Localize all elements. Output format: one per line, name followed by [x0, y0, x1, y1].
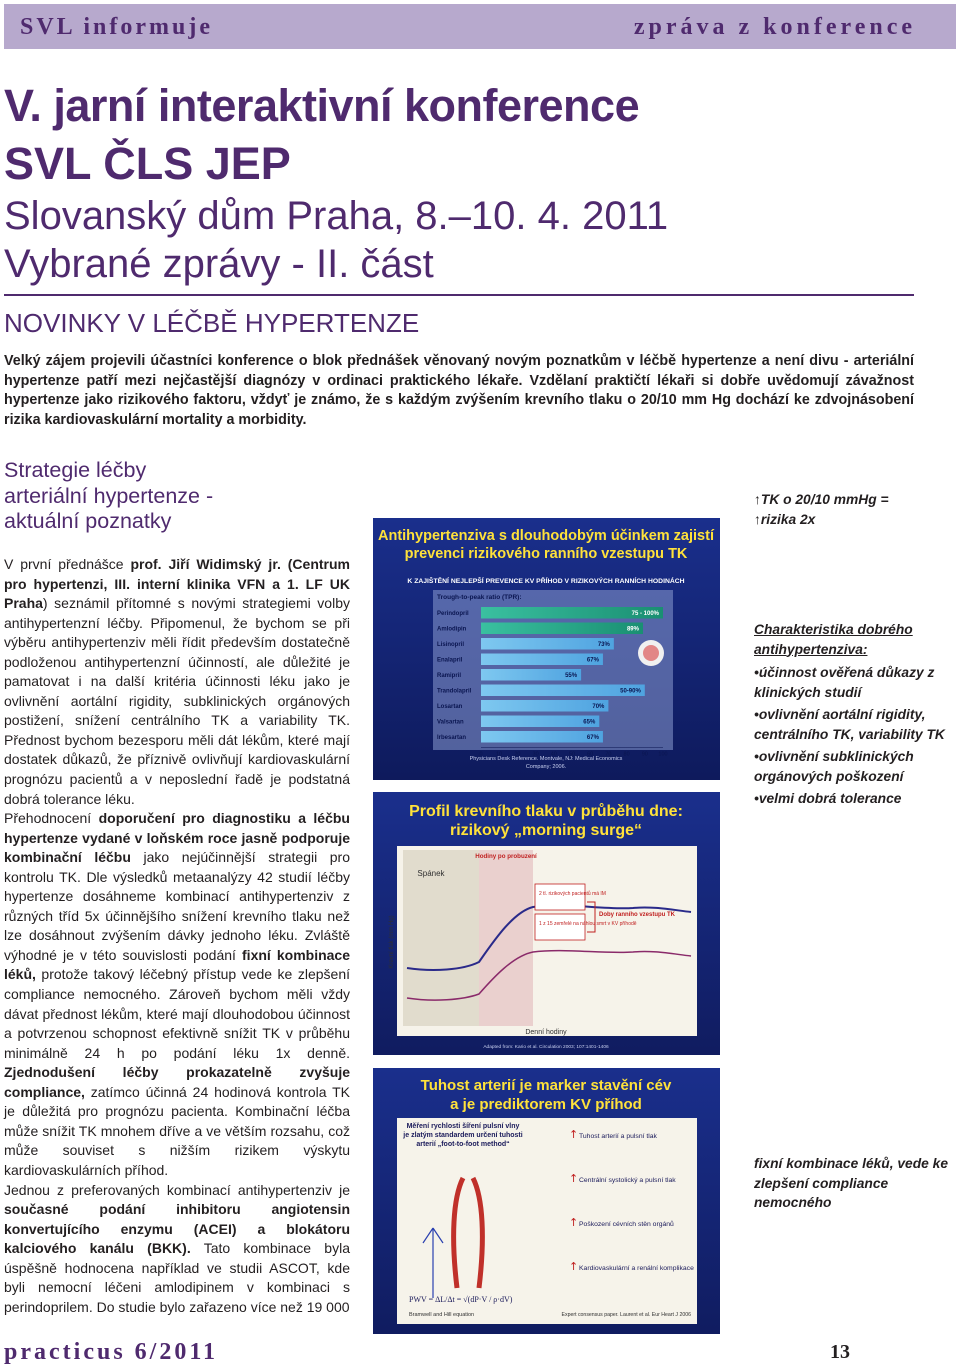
sidebar-characteristics — [754, 620, 954, 811]
slide3-title-2: a je prediktorem KV příhod — [450, 1096, 642, 1113]
slide3-item: Tuhost arterií a pulsní tlak — [579, 1133, 657, 1140]
slide3-footnote-right: Expert consensus paper. Laurent et al. Eur Heart J 2006 — [561, 1312, 691, 1318]
bar — [481, 731, 603, 743]
up-arrow-icon: ↑ — [569, 1128, 579, 1141]
x-tick-label: 40 — [550, 751, 557, 758]
slide2-title-2: rizikový „morning surge“ — [449, 822, 643, 839]
sidebar-characteristics-title: Charakteristika dobrého antihypertenziva: — [754, 622, 913, 657]
slide-tpr-chart — [373, 518, 720, 780]
bar-category-label: Enalapril — [437, 657, 463, 664]
slide3-title-1: Tuhost arterií je marker stavění cév — [420, 1077, 672, 1094]
bar-category-label: Irbesartan — [437, 735, 467, 741]
slide2-ylabel: Krevní tlak (mm Hg) — [389, 915, 395, 969]
slide2-footnote: Adapted from: Kario et al. Circulation 2003; 107:1401-1406 — [483, 1045, 609, 1050]
slide1-subtitle: K ZAJIŠTĚNÍ NEJLEPŠÍ PREVENCE KV PŘÍHOD V RIZIKOVÝCH RANNÍCH HODINÁCH — [407, 578, 685, 585]
x-tick-label: 20 — [514, 751, 521, 758]
paragraph-3: Jednou z preferovaných kombinací antihypertenziv je současné podání inhibitoru angiotensin konvertujícího enzymu (ACEI) a blokátoru kalciového kanálu (BKK). Tato kombinace byla úspěšně hodnocena například ve studii ASCOT, kde byli nemocní léčeni amlodipinem v kombinaci s perindoprilem. Do studie bylo zařazeno více než 19 000 — [4, 1181, 350, 1315]
x-tick-label: 30 — [532, 751, 539, 758]
slide2-day-hours: Denní hodiny — [525, 1029, 567, 1036]
intro-paragraph: Velký zájem projevili účastníci konference o blok přednášek věnovaný novým poznatkům v léčbě hypertenze a není divu - arteriální hypertenze patří mezi nejčastější diagnózy v ordinaci praktického lékaře. Vzdělaní praktičtí lékaři si dobře uvědomují závažnost hypertenze jako rizikového faktoru, vždyť je známo, že s každým zvýšením krevního tlaku o 20/10 mm Hg dochází ke zdvojnásobení rizika kardiovaskulární mortality a morbidity. — [4, 353, 914, 428]
sidebar-risk-line-1: ↑TK o 20/10 mmHg = — [754, 492, 889, 507]
bar-value-label: 70% — [592, 704, 605, 710]
slide2-box-a: 2 tl. rizikových pacientů má IM — [539, 891, 606, 897]
slide2-title-1: Profil krevního tlaku v průběhu dne: — [409, 803, 683, 820]
subsection-heading-line-1: Strategie léčby — [4, 458, 147, 482]
article-body — [4, 555, 350, 1317]
slide3-box-text: Měření rychlosti šíření pulsní vlny je zlatým standardem určení tuhosti arterií „foot-to-foot method“ — [403, 1123, 523, 1148]
up-arrow-icon: ↑ — [569, 1216, 579, 1229]
slide1-header: Trough-to-peak ratio (TPR): — [437, 594, 522, 601]
bar-value-label: 89% — [626, 626, 639, 633]
bar-value-label: 67% — [586, 735, 599, 741]
paragraph-2: Přehodnocení doporučení pro diagnostiku a léčbu hypertenze vydané v loňském roce jasně podporuje kombinační léčbu jako nejúčinnější strategii pro kontrolu TK. Dle výsledků metaanalýzy 42 studií léčby hypertenze dosáhneme kombinací antihypertenziv z různých tříd 5x účinnějšího snížení krevního tlaku než lze dosáhnout zvýšením dávky jednoho léku. Zvláště výhodné je v této souvislosti podání fixní kombinace léků, protože takový léčebný přístup vede ke zlepšení compliance nemocného. Zároveň bychom měli vždy dávat přednost lékům, které mají dlouhodobou účinnost a potvrzenou schopnost efektivně snížit TK v průběhu minimálně 24 h po podání léku 1x denně. Zjednodušení léčby prokazatelně zvyšuje compliance, zatímco účinná 24 hodinová kontrola TK je důležitá pro prognózu pacienta. Kombinační léčba může snížit TK mnohem dříve a ve větším rozsahu, což může souviset s nižším rizikem výskytu kardiovaskulárních příhod. — [4, 810, 351, 1178]
bar — [481, 716, 599, 728]
title-line-2: SVL ČLS JEP — [4, 138, 291, 189]
sidebar-item: •ovlivnění subklinických orgánových poškození — [754, 749, 914, 784]
bar — [481, 700, 608, 712]
sidebar-item: •velmi dobrá tolerance — [754, 791, 902, 806]
slide3-item: Poškození cévních stěn orgánů — [579, 1221, 674, 1228]
slide2-box-b: 1 z 15 zemřelé na náhlou smrt v KV příhodě — [539, 921, 637, 927]
bar — [481, 638, 614, 650]
slide3-formula: PWV = ΔL/Δt = √(dP·V / ρ·dV) — [409, 1295, 513, 1304]
sidebar-fixed-combination: fixní kombinace léků, vede ke zlepšení compliance nemocného — [754, 1156, 949, 1210]
bar-category-label: Losartan — [437, 704, 463, 710]
bar-category-label: Valsartan — [437, 719, 464, 726]
title-line-1: V. jarní interaktivní konference — [4, 80, 640, 131]
x-tick-label: 50 — [568, 751, 576, 758]
slide1-title-2: prevenci rizikového ranního vzestupu TK — [404, 546, 688, 562]
header-left: SVL informuje — [20, 14, 214, 40]
slide-arterial-stiffness — [373, 1068, 720, 1334]
slide1-footnote-1: Physicians Desk Reference. Montvale, NJ: Medical Economics — [469, 756, 623, 762]
x-tick-label: 100 — [658, 751, 668, 758]
bar-value-label: 67% — [586, 657, 599, 664]
subsection-heading-line-3: aktuální poznatky — [4, 509, 172, 533]
sidebar-risk-line-2: ↑rizika 2x — [754, 511, 816, 527]
x-tick-label: 80 — [623, 751, 630, 758]
slide2-sleep-label: Spánek — [417, 869, 445, 878]
bar-value-label: 55% — [565, 673, 578, 679]
bar — [481, 654, 603, 666]
bar-category-label: Ramipril — [437, 673, 462, 679]
title-line-4: Vybrané zprávy - II. část — [4, 242, 434, 286]
title-divider — [4, 294, 914, 296]
bar-value-label: 75 - 100% — [631, 611, 659, 617]
title-line-3: Slovanský dům Praha, 8.–10. 4. 2011 — [4, 194, 669, 238]
sidebar-item: •účinnost ověřená důkazy z klinických studií — [754, 665, 935, 700]
bar-value-label: 65% — [583, 719, 596, 726]
slide1-title-1: Antihypertenziva s dlouhodobým účinkem zajistí — [378, 528, 714, 544]
slide1-footnote-2: Company; 2006. — [525, 764, 567, 770]
up-arrow-icon: ↑ — [569, 1260, 579, 1273]
bar-value-label: 50-90% — [620, 688, 641, 695]
sidebar-risk-note — [754, 490, 954, 529]
header-bar — [4, 4, 956, 49]
x-tick-label: 70 — [605, 751, 612, 758]
slide-morning-surge — [373, 792, 720, 1055]
paragraph-1: V první přednášce prof. Jiří Widimský jr. (Centrum pro hypertenzi, III. interní klinika VFN a 1. LF UK Praha) seznámil přítomné s novými strategiemi volby antihypertenzní léčby. Připomenul, že bychom se při výběru antihypertenziv měli řídit především dostatečně podloženou antihypertenzní účinností, ale důležité je pamatovat i na další kritéria účinnosti léku jako je ovlivnění aortální rigidity, subklinických orgánových postižení, snížení centrálního TK a variability TK. Přednost bychom bezesporu měli dát lékům, které mají dostatek důkazů, že příznivě ovlivňují kardiovaskulární prognózu pacientů a v neposlední řadě je podstatná dobrá tolerance léku. — [4, 556, 350, 807]
footer-journal: practicus 6/2011 — [4, 1339, 218, 1365]
up-arrow-icon: ↑ — [569, 1172, 579, 1185]
slide3-footnote-left: Bramwell and Hill equation — [409, 1312, 475, 1318]
page-number: 13 — [830, 1341, 850, 1363]
slide2-hours-label: Hodiny po probuzení — [475, 853, 537, 860]
subsection-heading — [4, 458, 334, 535]
bar-category-label: Trandolapril — [437, 688, 472, 695]
bar-value-label: 73% — [597, 642, 610, 648]
slide3-item: Kardiovaskulární a renální komplikace — [579, 1265, 694, 1272]
subsection-heading-line-2: arteriální hypertenze - — [4, 483, 214, 508]
slide2-risk-label: Doby ranního vzestupu TK — [599, 912, 676, 918]
x-tick-label: 90 — [641, 751, 648, 758]
bar-category-label: Lisinopril — [437, 642, 464, 648]
header-right: zpráva z konference — [633, 14, 916, 40]
section-title: NOVINKY V LÉČBĚ HYPERTENZE — [4, 308, 420, 338]
x-tick-label: 10 — [496, 751, 503, 758]
slide3-item: Centrální systolický a pulsní tlak — [579, 1177, 676, 1184]
x-tick-label: 60 — [587, 751, 594, 758]
bar — [481, 623, 643, 635]
x-tick-label: 0 — [479, 751, 483, 758]
sidebar-item: •ovlivnění aortální rigidity, centrálního TK, variability TK — [754, 707, 945, 742]
bar-category-label: Amlodipin — [437, 626, 467, 633]
bar-category-label: Perindopril — [437, 611, 469, 617]
